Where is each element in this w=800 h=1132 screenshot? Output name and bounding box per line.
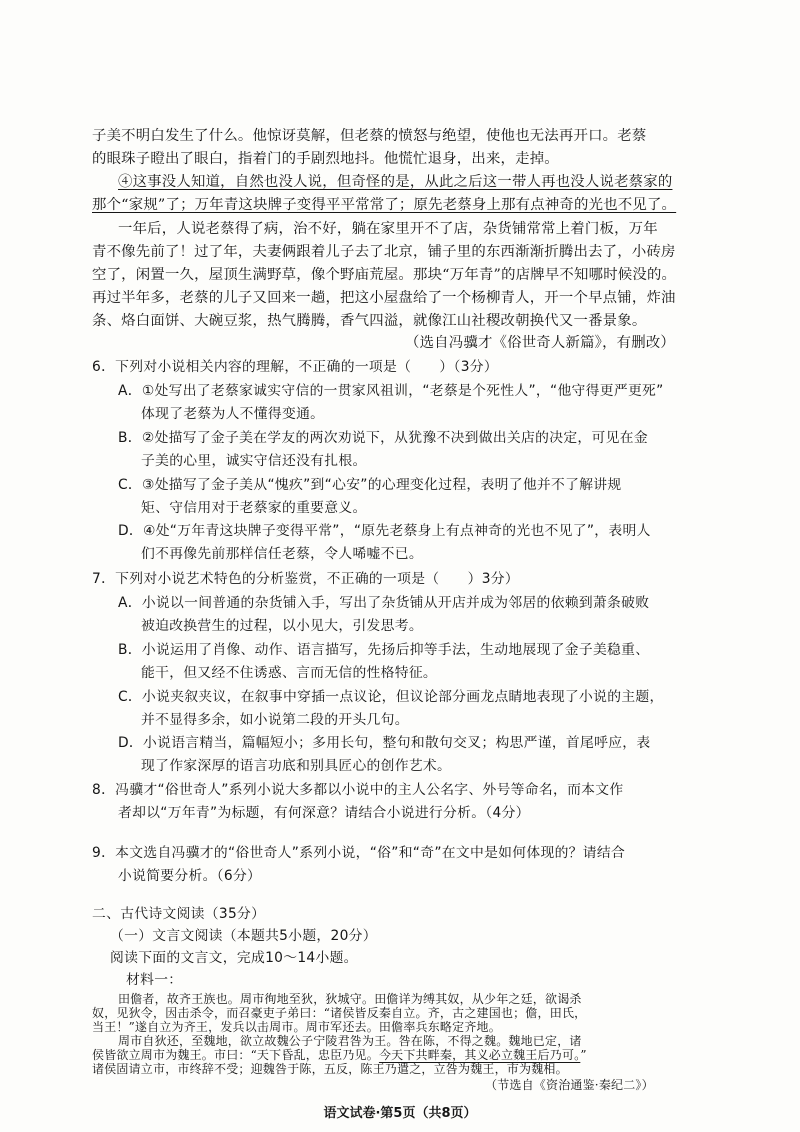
story-underlined-line: ④这事没人知道，自然也没人说，但奇怪的是，从此之后这一带人再也没人说老蔡家的 (118, 174, 673, 190)
q9-stem: 9．本文选自冯骥才的“俗世奇人”系列小说，“俗”和“奇”在文中是如何体现的？请结合 (92, 845, 626, 861)
story-line: 的眼珠子瞪出了眼白，指着门的手剧烈地抖。他慌忙退身，出来，走掉。 (92, 151, 559, 167)
classical-line: 奴，见狄令，因击杀令，而召豪吏子弟曰：“诸侯皆反秦自立。齐，古之建国也；儋，田氏， (92, 1006, 587, 1020)
story-line: 再过半年多，老蔡的儿子又回来一趟，把这小屋盘给了一个杨柳青人，开一个早点铺，炸油 (92, 290, 676, 306)
q8-stem: 8．冯骥才“俗世奇人”系列小说大多都以小说中的主人公名字、外号等命名，而本文作 (92, 782, 624, 798)
story-underlined-line: 那个“家规”了；万年青这块牌子变得平平常常了；原先老蔡身上那有点神奇的光也不见了。 (92, 197, 677, 213)
section-instruction: 阅读下面的文言文，完成10～14小题。 (110, 950, 358, 966)
q6-option-a-cont: 体现了老蔡为人不懂得变通。 (141, 406, 325, 422)
classical-line: 诸侯固请立市，市终辞不受；迎魏咎于陈，五反，陈王乃遣之，立咎为魏王，市为魏相。 (92, 1062, 568, 1076)
underlined-sentence: 今天下共畔秦，其义必立魏王后乃可。 (378, 1048, 581, 1062)
q6-option-a: A．①处写出了老蔡家诚实守信的一贯家风祖训，“老蔡是个死性人”，“他守得更严更死” (118, 383, 664, 399)
q7-option-b: B．小说运用了肖像、动作、语言描写，先扬后抑等手法，生动地展现了金子美稳重、 (118, 642, 650, 658)
classical-line: 田儋者，故齐王族也。周市徇地至狄，狄城守。田儋详为缚其奴，从少年之廷，欲谒杀 (118, 992, 582, 1006)
q6-option-d-cont: 们不再像先前那样信任老蔡，令人唏嘘不已。 (141, 546, 423, 562)
classical-text: 侯皆欲立周市为魏王。市曰：“天下昏乱，忠臣乃见。 (92, 1048, 379, 1062)
page-footer: 语文试卷·第5页（共8页） (323, 1106, 477, 1121)
q6-option-c-cont: 矩、守信用对于老蔡家的重要意义。 (141, 500, 367, 516)
classical-line: 周市自狄还，至魏地，欲立故魏公子宁陵君咎为王。咎在陈，不得之魏。魏地已定，诸 (118, 1034, 582, 1048)
q6-stem: 6．下列对小说相关内容的理解，不正确的一项是（ ）（3分） (92, 359, 498, 375)
story-line: 条、烙白面饼、大碗豆浆，热气腾腾，香气四溢，就像江山社稷改朝换代又一番景象。 (92, 313, 647, 329)
material-label: 材料一： (126, 972, 183, 988)
story-source: （选自冯骥才《俗世奇人新篇》，有删改） (405, 335, 676, 351)
section-title: 二、古代诗文阅读（35分） (92, 906, 266, 922)
q7-stem: 7．下列对小说艺术特色的分析鉴赏，不正确的一项是（ ）3分） (92, 571, 519, 587)
q7-option-a: A．小说以一间普通的杂货铺入手，写出了杂货铺从开店并成为邻居的依赖到萧条破败 (118, 595, 650, 611)
q6-option-b: B．②处描写了金子美在学友的两次劝说下，从犹豫不决到做出关店的决定，可见在金 (118, 430, 648, 446)
q7-option-a-cont: 被迫改换营生的过程，以小见大，引发思考。 (141, 618, 423, 634)
q7-option-c-cont: 并不显得多余，如小说第二段的开头几句。 (141, 712, 409, 728)
q7-option-b-cont: 能干，但又经不住诱惑、言而无信的性格特征。 (141, 665, 438, 681)
classical-line (92, 1048, 587, 1062)
q6-option-b-cont: 子美的心里，诚实守信还没有扎根。 (141, 453, 367, 469)
q6-option-c: C．③处描写了金子美从“愧疚”到“心安”的心理变化过程，表明了他并不了解讲规 (118, 477, 622, 493)
q7-option-c: C．小说夹叙夹议，在叙事中穿插一点议论，但议论部分画龙点睛地表现了小说的主题， (118, 689, 664, 705)
q7-option-d: D．小说语言精当，篇幅短小；多用长句，整句和散句交叉；构思严谨，首尾呼应，表 (118, 735, 651, 751)
q6-option-d: D．④处“万年青这块牌子变得平常”，“原先老蔡身上有点神奇的光也不见了”，表明人 (118, 523, 651, 539)
q7-option-d-cont: 现了作家深厚的语言功底和别具匠心的创作艺术。 (141, 758, 452, 774)
q8-stem-cont: 者却以“万年青”为标题，有何深意？请结合小说进行分析。（4分） (118, 805, 530, 821)
classical-text: ” (580, 1048, 587, 1062)
story-line: 青不像先前了！过了年，夫妻俩跟着儿子去了北京，铺子里的东西渐渐折腾出去了，小砖房 (92, 244, 676, 260)
q9-stem-cont: 小说简要分析。（6分） (118, 868, 262, 884)
subsection-title: （一）文言文阅读（本题共5小题，20分） (110, 928, 377, 944)
classical-line: 当王！”遂自立为齐王，发兵以击周市。周市军还去。田儋率兵东略定齐地。 (92, 1020, 501, 1034)
classical-source: （节选自《资治通鉴·秦纪二》） (485, 1078, 654, 1092)
story-line: 空了，闲置一久，屋顶生满野草，像个野庙荒屋。那块“万年青”的店牌早不知哪时候没的。 (92, 267, 677, 283)
story-line: 子美不明白发生了什么。他惊讶莫解，但老蔡的愤怒与绝望，使他也无法再开口。老蔡 (92, 128, 647, 144)
story-line: 一年后，人说老蔡得了病，治不好，躺在家里开不了店，杂货铺常常上着门板，万年 (118, 221, 658, 237)
